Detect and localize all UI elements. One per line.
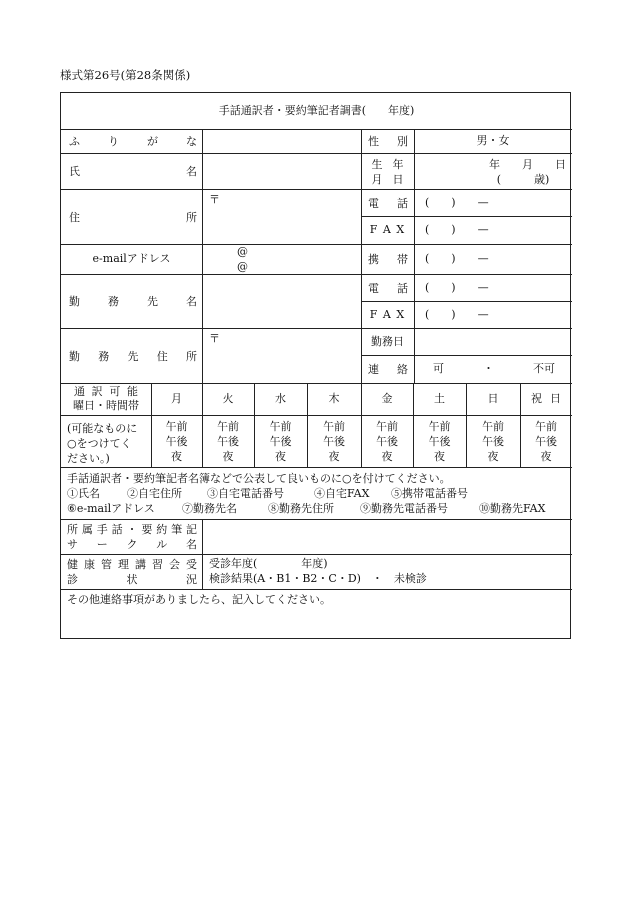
label-email: e-mailアドレス <box>92 252 171 265</box>
slot-2-3[interactable]: 夜 <box>222 450 234 463</box>
day-5: 金 <box>381 392 393 405</box>
form-title: 手話通訳者・要約筆記者調書( 年度) <box>218 104 415 117</box>
publication-option[interactable]: ⑥e-mailアドレス <box>67 502 155 515</box>
gender-value: 男・女 <box>476 134 510 147</box>
slot-3-2[interactable]: 午後 <box>269 435 292 448</box>
label-name: 氏 名 <box>69 165 197 178</box>
slot-column-6 <box>413 419 466 464</box>
label-mobile: 携 帯 <box>368 253 408 266</box>
home-phone-format: ( ) — <box>425 196 489 209</box>
label-work-fax: F A X <box>369 307 406 321</box>
slot-column-8 <box>520 419 572 464</box>
slot-4-2[interactable]: 午後 <box>323 435 345 448</box>
label-work-phone: 電 話 <box>368 281 408 295</box>
slot-2-1[interactable]: 午前 <box>217 420 239 433</box>
day-1: 月 <box>171 392 182 405</box>
work-phone-format: ( ) — <box>425 281 489 294</box>
publication-option[interactable]: ④自宅FAX <box>314 487 370 500</box>
slot-1-3[interactable]: 夜 <box>171 450 182 463</box>
day-8: 祝日 <box>531 392 569 405</box>
publication-option[interactable]: ⑩勤務先FAX <box>479 502 546 515</box>
label-home-fax: F A X <box>369 223 406 236</box>
publication-option[interactable]: ③自宅電話番号 <box>207 487 284 500</box>
day-7: 日 <box>487 392 499 405</box>
label-work-days: 勤務日 <box>371 334 404 348</box>
slot-3-1[interactable]: 午前 <box>269 420 292 433</box>
slot-column-7 <box>466 419 520 464</box>
day-4: 木 <box>328 392 340 405</box>
email-at-1: @ <box>237 245 248 258</box>
slot-7-1[interactable]: 午前 <box>482 420 504 433</box>
email-at-2: @ <box>237 260 248 273</box>
slot-1-1[interactable]: 午前 <box>165 420 188 433</box>
availability-note: (可能なものに ○をつけてく ださい。) <box>67 422 138 465</box>
label-contact: 連 絡 <box>368 363 408 376</box>
label-workplace-address: 勤 務 先 住 所 <box>69 349 197 363</box>
publication-option[interactable]: ⑧勤務先住所 <box>268 502 334 515</box>
availability-header: 通 訳 可 能 曜日・時間帯 <box>73 385 139 412</box>
postal-mark-work: 〒 <box>209 332 220 345</box>
contact-dot: ・ <box>483 362 494 375</box>
label-gender: 性 別 <box>368 135 408 148</box>
label-circle: 所 属 手 話 ・ 要 約 筆 記 サ ー ク ル 名 <box>67 523 197 551</box>
slot-7-2[interactable]: 午後 <box>482 435 504 448</box>
form-reference: 様式第26号(第28条関係) <box>60 68 191 82</box>
slot-column-1 <box>151 419 202 464</box>
publication-instruction: 手話通訳者・要約筆記者名簿などで公表して良いものに○を付けてください。 <box>67 472 451 485</box>
label-health-checkup: 健 康 管 理 講 習 会 受 診 状 況 <box>67 557 197 586</box>
work-fax-format: ( ) — <box>425 308 489 321</box>
day-6: 土 <box>434 392 445 405</box>
survey-form <box>60 92 571 639</box>
label-address: 住 所 <box>69 210 197 224</box>
slot-column-3 <box>254 419 307 464</box>
slot-6-3[interactable]: 夜 <box>434 450 445 463</box>
slot-8-2[interactable]: 午後 <box>535 435 557 448</box>
slot-4-1[interactable]: 午前 <box>323 420 345 433</box>
home-fax-format: ( ) — <box>425 223 489 236</box>
contact-ng: 不可 <box>533 362 555 375</box>
publication-option[interactable]: ①氏名 <box>67 487 100 500</box>
publication-option[interactable]: ⑤携帯電話番号 <box>391 487 468 500</box>
publication-option[interactable]: ⑦勤務先名 <box>182 502 237 515</box>
publication-option[interactable]: ②自宅住所 <box>127 487 182 500</box>
label-workplace: 勤 務 先 名 <box>69 295 197 308</box>
slot-column-5 <box>361 419 413 464</box>
birthdate-value: 年 月 日 ( 歳) <box>489 158 566 186</box>
label-birthdate: 生 年 月 日 <box>371 158 404 186</box>
slot-6-1[interactable]: 午前 <box>428 420 451 433</box>
slot-5-1[interactable]: 午前 <box>376 420 398 433</box>
slot-6-2[interactable]: 午後 <box>428 435 451 448</box>
slot-column-2 <box>202 419 254 464</box>
slot-3-3[interactable]: 夜 <box>275 450 286 463</box>
mobile-format: ( ) — <box>425 252 489 265</box>
postal-mark-home: 〒 <box>209 193 220 206</box>
health-result: 検診結果(A・B1・B2・C・D) ・ 未検診 <box>209 572 427 585</box>
slot-column-4 <box>307 419 361 464</box>
slot-5-3[interactable]: 夜 <box>381 450 393 463</box>
slot-8-3[interactable]: 夜 <box>540 450 552 463</box>
label-home-phone: 電 話 <box>368 196 408 210</box>
slot-7-3[interactable]: 夜 <box>487 450 499 463</box>
contact-ok: 可 <box>433 362 444 375</box>
slot-5-2[interactable]: 午後 <box>376 435 398 448</box>
slot-2-2[interactable]: 午後 <box>217 435 239 448</box>
day-3: 水 <box>275 392 286 405</box>
slot-1-2[interactable]: 午後 <box>165 435 188 448</box>
other-notes-label: その他連絡事項がありましたら、記入してください。 <box>67 593 331 606</box>
label-furigana: ふ り が な <box>69 135 197 148</box>
health-year: 受診年度( 年度) <box>209 557 328 570</box>
slot-8-1[interactable]: 午前 <box>535 420 557 433</box>
day-2: 火 <box>222 392 234 405</box>
slot-4-3[interactable]: 夜 <box>328 450 340 463</box>
publication-option[interactable]: ⑨勤務先電話番号 <box>360 502 448 515</box>
